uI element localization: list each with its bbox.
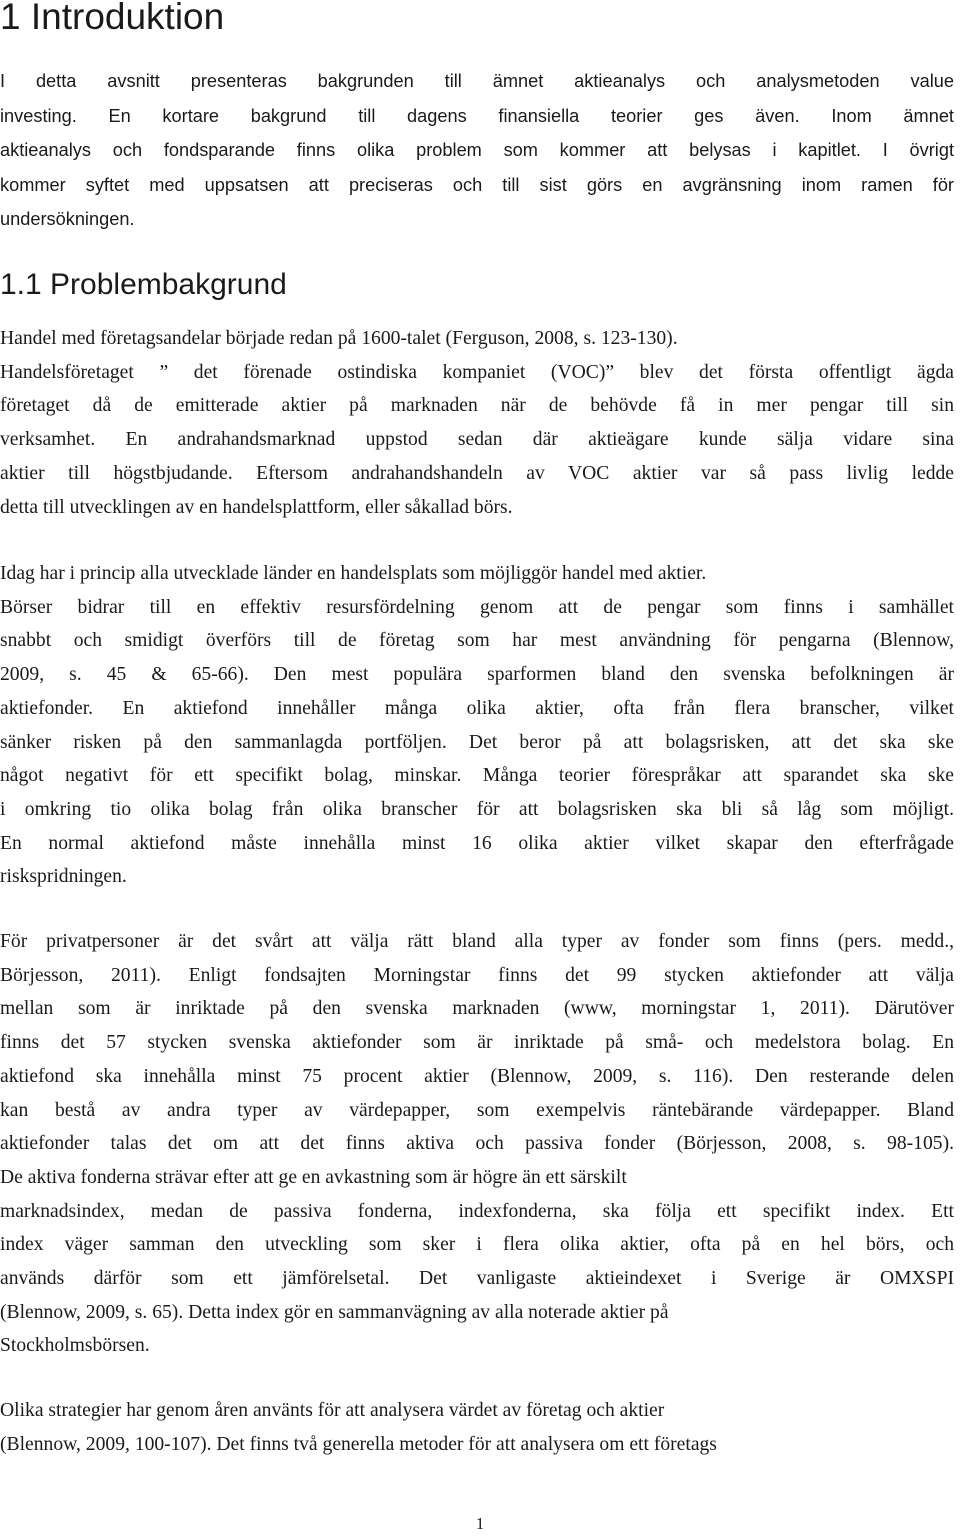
paragraph-3 [0, 925, 954, 1363]
chapter-heading: 1 Introduktion [0, 0, 225, 37]
intro-line: investing. En kortare bakgrund till dagens finansiella teorier ges även. Inom ämnet [0, 105, 954, 126]
paragraph-line: marknadsindex, medan de passiva fonderna, indexfonderna, ska följa ett specifikt index. Ett [0, 1200, 954, 1222]
section-heading: 1.1 Problembakgrund [0, 268, 287, 301]
paragraph-1 [0, 322, 954, 524]
paragraph-line: sänker risken på den sammanlagda portföljen. Det beror på att bolagsrisken, att det ska ske [0, 731, 954, 753]
paragraph-line: Börser bidrar till en effektiv resursfördelning genom att de pengar som finns i samhället [0, 596, 954, 618]
paragraph-line: i omkring tio olika bolag från olika branscher för att bolagsrisken ska bli så låg som möjligt. [0, 798, 954, 820]
paragraph-line: Idag har i princip alla utvecklade länder en handelsplats som möjliggör handel med aktier. [0, 563, 707, 584]
paragraph-2 [0, 557, 954, 894]
paragraph-line: (Blennow, 2009, 100-107). Det finns två generella metoder för att analysera om ett företags [0, 1433, 717, 1455]
paragraph-line: används därför som ett jämförelsetal. Det vanligaste aktieindexet i Sverige är OMXSPI [0, 1268, 954, 1290]
paragraph-line: De aktiva fonderna strävar efter att ge en avkastning som är högre än ett särskilt [0, 1166, 627, 1188]
paragraph-line: finns det 57 stycken svenska aktiefonder som är inriktade på små- och medelstora bolag. En [0, 1032, 954, 1054]
paragraph-line: 2009, s. 45 & 65-66). Den mest populära sparformen bland den svenska befolkningen är [0, 664, 954, 686]
paragraph-line: riskspridningen. [0, 866, 127, 888]
paragraph-line: Olika strategier har genom åren använts för att analysera värdet av företag och aktier [0, 1400, 665, 1421]
paragraph-line: verksamhet. En andrahandsmarknad uppstod sedan där aktieägare kunde sälja vidare sina [0, 429, 954, 451]
paragraph-line: aktiefond ska innehålla minst 75 procent aktier (Blennow, 2009, s. 116). Den resterande delen [0, 1065, 954, 1087]
paragraph-line: aktier till högstbjudande. Eftersom andrahandshandeln av VOC aktier var så pass livlig ledde [0, 462, 954, 484]
intro-line: aktieanalys och fondsparande finns olika problem som kommer att belysas i kapitlet. I övrigt [0, 140, 954, 160]
paragraph-line: snabbt och smidigt överförs till de företag som har mest användning för pengarna (Blennow, [0, 630, 954, 652]
intro-line: undersökningen. [0, 209, 135, 229]
paragraph-line: mellan som är inriktade på den svenska marknaden (www, morningstar 1, 2011). Därutöver [0, 998, 954, 1020]
paragraph-line: Börjesson, 2011). Enligt fondsajten Morningstar finns det 99 stycken aktiefonder att välja [0, 964, 954, 986]
paragraph-line: Stockholmsbörsen. [0, 1335, 150, 1357]
paragraph-line: För privatpersoner är det svårt att välja rätt bland alla typer av fonder som finns (pers. medd., [0, 931, 954, 952]
page-number: 1 [475, 1514, 485, 1533]
paragraph-line: Handelsföretaget ” det förenade ostindiska kompaniet (VOC)” blev det första offentligt ägda [0, 361, 954, 383]
paragraph-line: Handel med företagsandelar började redan på 1600-talet (Ferguson, 2008, s. 123-130). [0, 328, 678, 349]
paragraph-line: (Blennow, 2009, s. 65). Detta index gör en sammanvägning av alla noterade aktier på [0, 1301, 669, 1323]
paragraph-line: index väger samman den utveckling som sker i flera olika aktier, ofta på en hel börs, och [0, 1234, 954, 1256]
paragraph-line: aktiefonder talas det om att det finns aktiva och passiva fonder (Börjesson, 2008, s. 98-105). [0, 1133, 954, 1155]
intro-line: kommer syftet med uppsatsen att preciseras och till sist görs en avgränsning inom ramen för [0, 174, 954, 195]
paragraph-line: något negativt för ett specifikt bolag, minskar. Många teorier förespråkar att sparandet ska ske [0, 765, 954, 787]
paragraph-line: aktiefonder. En aktiefond innehåller många olika aktier, ofta från flera branscher, vilket [0, 697, 954, 719]
intro-line: I detta avsnitt presenteras bakgrunden till ämnet aktieanalys och analysmetoden value [0, 71, 954, 91]
paragraph-line: kan bestå av andra typer av värdepapper, som exempelvis räntebärande värdepapper. Bland [0, 1099, 954, 1121]
paragraph-line: detta till utvecklingen av en handelsplattform, eller såkallad börs. [0, 496, 513, 518]
paragraph-4 [0, 1394, 954, 1461]
intro-paragraph [0, 64, 954, 237]
paragraph-line: företaget då de emitterade aktier på marknaden när de behövde få in mer pengar till sin [0, 395, 954, 417]
paragraph-line: En normal aktiefond måste innehålla minst 16 olika aktier vilket skapar den efterfrågade [0, 832, 954, 854]
